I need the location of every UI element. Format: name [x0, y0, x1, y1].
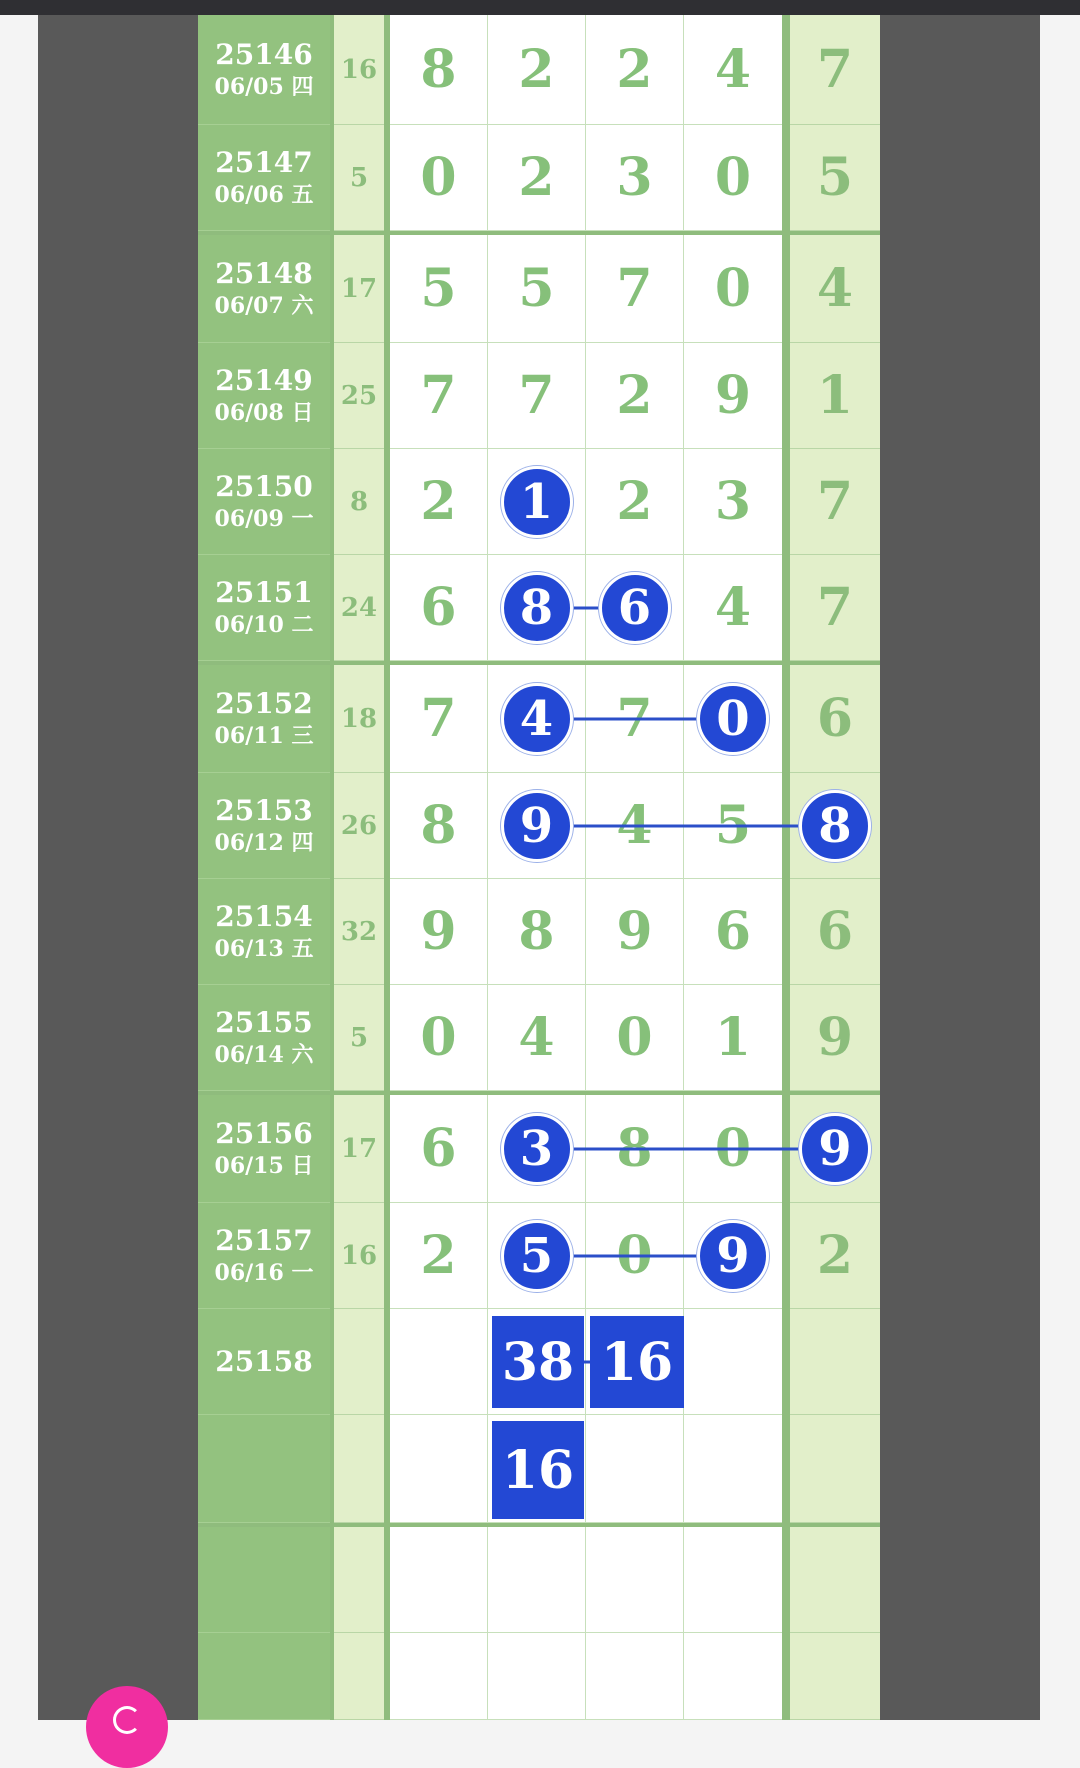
table-row: [198, 1203, 880, 1309]
sum-cell: 5: [334, 125, 384, 231]
highlight-ball: 3: [501, 1113, 573, 1185]
issue-date: 06/16 一: [214, 1259, 314, 1286]
issue-cell: [198, 235, 330, 343]
digit-4-cell: [684, 1415, 782, 1523]
issue-cell: [198, 1095, 330, 1203]
digit-4-cell: 0: [684, 1095, 782, 1203]
digit-2-cell: [488, 555, 586, 661]
sum-cell: 17: [334, 1095, 384, 1203]
digit-4-cell: [684, 1309, 782, 1415]
table-row: [198, 665, 880, 773]
table-row: [198, 449, 880, 555]
issue-date: 06/10 二: [214, 611, 314, 638]
column-divider: [782, 15, 790, 1720]
digit-5-cell: [790, 1309, 880, 1415]
digit-1-cell: 0: [390, 125, 488, 231]
sum-cell: 26: [334, 773, 384, 879]
digit-2-cell: [488, 1203, 586, 1309]
issue-cell: [198, 665, 330, 773]
highlight-ball: 8: [799, 790, 871, 862]
issue-number: 25151: [215, 575, 313, 609]
digit-1-cell: [390, 1415, 488, 1523]
issue-cell: [198, 125, 330, 231]
digit-2-cell: [488, 449, 586, 555]
digit-2-cell: [488, 773, 586, 879]
issue-number: 25158: [215, 1344, 313, 1378]
issue-date: 06/07 六: [214, 292, 314, 319]
sum-cell: [334, 1415, 384, 1523]
issue-cell: [198, 1309, 330, 1415]
digit-1-cell: [390, 1309, 488, 1415]
sum-cell: [334, 1309, 384, 1415]
digit-2-cell: [488, 1527, 586, 1633]
digit-2-cell: 8: [488, 879, 586, 985]
digit-5-cell: 9: [790, 985, 880, 1091]
digit-4-cell: 9: [684, 343, 782, 449]
highlight-ball: 1: [501, 466, 573, 538]
digit-3-cell: 3: [586, 125, 684, 231]
issue-date: 06/08 日: [214, 399, 314, 426]
refresh-icon: [113, 1706, 141, 1734]
digit-2-cell: 5: [488, 235, 586, 343]
digit-5-cell: [790, 1527, 880, 1633]
issue-cell: [198, 555, 330, 661]
issue-cell: [198, 343, 330, 449]
issue-number: 25152: [215, 686, 313, 720]
column-divider: [384, 15, 390, 1720]
digit-5-cell: [790, 1415, 880, 1523]
issue-date: 06/06 五: [214, 181, 314, 208]
group-divider: [198, 1091, 880, 1095]
digit-4-cell: 3: [684, 449, 782, 555]
highlight-ball: 6: [599, 572, 671, 644]
digit-1-cell: 8: [390, 773, 488, 879]
issue-number: 25156: [215, 1116, 313, 1150]
issue-date: 06/14 六: [214, 1041, 314, 1068]
digit-5-cell: 2: [790, 1203, 880, 1309]
digit-5-cell: [790, 773, 880, 879]
digit-3-cell: [586, 1527, 684, 1633]
digit-5-cell: 7: [790, 15, 880, 125]
digit-3-cell: 8: [586, 1095, 684, 1203]
table-row: [198, 125, 880, 231]
highlight-ball: 8: [501, 572, 573, 644]
digit-1-cell: [390, 1527, 488, 1633]
table-row: [198, 985, 880, 1091]
group-divider: [198, 1523, 880, 1527]
digit-1-cell: 2: [390, 449, 488, 555]
issue-cell: [198, 1415, 330, 1523]
digit-1-cell: 7: [390, 343, 488, 449]
issue-cell: [198, 1633, 330, 1720]
digit-2-cell: [488, 665, 586, 773]
issue-cell: [198, 449, 330, 555]
sum-cell: 16: [334, 15, 384, 125]
issue-number: 25147: [215, 145, 313, 179]
group-divider: [198, 661, 880, 665]
digit-3-cell: [586, 1415, 684, 1523]
digit-5-cell: 1: [790, 343, 880, 449]
digit-4-cell: [684, 1527, 782, 1633]
sum-cell: 16: [334, 1203, 384, 1309]
highlight-ball: 5: [501, 1220, 573, 1292]
digit-3-cell: [586, 1633, 684, 1720]
digit-4-cell: 6: [684, 879, 782, 985]
sum-cell: [334, 1633, 384, 1720]
table-row: [198, 15, 880, 125]
digit-5-cell: 7: [790, 449, 880, 555]
sum-cell: 17: [334, 235, 384, 343]
sum-cell: 8: [334, 449, 384, 555]
highlight-ball: 9: [799, 1113, 871, 1185]
highlight-ball: 9: [501, 790, 573, 862]
digit-1-cell: 6: [390, 1095, 488, 1203]
issue-number: 25157: [215, 1223, 313, 1257]
digit-1-cell: 2: [390, 1203, 488, 1309]
digit-3-cell: 9: [586, 879, 684, 985]
floating-action-button[interactable]: [86, 1686, 168, 1768]
sum-cell: 32: [334, 879, 384, 985]
issue-date: 06/13 五: [214, 935, 314, 962]
digit-5-cell: 7: [790, 555, 880, 661]
highlight-ball: 9: [697, 1220, 769, 1292]
issue-date: 06/09 一: [214, 505, 314, 532]
digit-3-cell: 2: [586, 15, 684, 125]
digit-3-cell: 7: [586, 665, 684, 773]
digit-2-cell: [488, 1095, 586, 1203]
table-row: [198, 343, 880, 449]
digit-3-cell: 2: [586, 449, 684, 555]
issue-date: 06/05 四: [214, 73, 314, 100]
issue-cell: [198, 879, 330, 985]
digit-3-cell: 0: [586, 985, 684, 1091]
issue-date: 06/12 四: [214, 829, 314, 856]
digit-3-cell: 2: [586, 343, 684, 449]
issue-number: 25155: [215, 1005, 313, 1039]
digit-4-cell: 4: [684, 15, 782, 125]
digit-5-cell: [790, 1633, 880, 1720]
table-row: [198, 555, 880, 661]
digit-2-cell: [488, 1633, 586, 1720]
highlight-ball: 4: [501, 683, 573, 755]
digit-3-cell: 4: [586, 773, 684, 879]
table-row: [198, 879, 880, 985]
digit-3-cell: [586, 555, 684, 661]
issue-date: 06/11 三: [214, 722, 314, 749]
issue-number: 25149: [215, 363, 313, 397]
issue-number: 25153: [215, 793, 313, 827]
sum-cell: 24: [334, 555, 384, 661]
issue-number: 25154: [215, 899, 313, 933]
column-divider: [330, 15, 334, 1720]
table-row: [198, 1095, 880, 1203]
table-row: [198, 1633, 880, 1720]
digit-1-cell: 0: [390, 985, 488, 1091]
table-row: [198, 1527, 880, 1633]
trend-chart: [198, 15, 880, 1720]
digit-4-cell: 5: [684, 773, 782, 879]
issue-number: 25148: [215, 256, 313, 290]
issue-cell: [198, 15, 330, 125]
digit-2-cell: 2: [488, 15, 586, 125]
sum-cell: 18: [334, 665, 384, 773]
group-divider: [198, 231, 880, 235]
digit-4-cell: 0: [684, 235, 782, 343]
digit-4-cell: 4: [684, 555, 782, 661]
digit-5-cell: 5: [790, 125, 880, 231]
digit-1-cell: 8: [390, 15, 488, 125]
digit-1-cell: 6: [390, 555, 488, 661]
digit-4-cell: 0: [684, 125, 782, 231]
prediction-block: 38: [492, 1316, 584, 1408]
digit-2-cell: 2: [488, 125, 586, 231]
issue-cell: [198, 985, 330, 1091]
highlight-ball: 0: [697, 683, 769, 755]
prediction-block: 16: [492, 1421, 584, 1519]
digit-1-cell: [390, 1633, 488, 1720]
digit-2-cell: 7: [488, 343, 586, 449]
digit-3-cell: 7: [586, 235, 684, 343]
issue-cell: [198, 773, 330, 879]
table-row: [198, 235, 880, 343]
digit-5-cell: 6: [790, 665, 880, 773]
prediction-block: 16: [590, 1316, 684, 1408]
digit-1-cell: 5: [390, 235, 488, 343]
table-row: [198, 773, 880, 879]
sum-cell: 5: [334, 985, 384, 1091]
digit-4-cell: [684, 1203, 782, 1309]
right-margin: [880, 15, 1040, 1720]
digit-2-cell: 4: [488, 985, 586, 1091]
digit-4-cell: 1: [684, 985, 782, 1091]
digit-3-cell: 0: [586, 1203, 684, 1309]
sum-cell: 25: [334, 343, 384, 449]
digit-1-cell: 9: [390, 879, 488, 985]
digit-4-cell: [684, 665, 782, 773]
issue-date: 06/15 日: [214, 1152, 314, 1179]
issue-number: 25146: [215, 37, 313, 71]
issue-number: 25150: [215, 469, 313, 503]
digit-4-cell: [684, 1633, 782, 1720]
digit-5-cell: 6: [790, 879, 880, 985]
issue-cell: [198, 1203, 330, 1309]
sum-cell: [334, 1527, 384, 1633]
issue-cell: [198, 1527, 330, 1633]
status-bar: [0, 0, 1080, 15]
digit-5-cell: 4: [790, 235, 880, 343]
digit-1-cell: 7: [390, 665, 488, 773]
digit-5-cell: [790, 1095, 880, 1203]
left-margin: [38, 15, 198, 1720]
